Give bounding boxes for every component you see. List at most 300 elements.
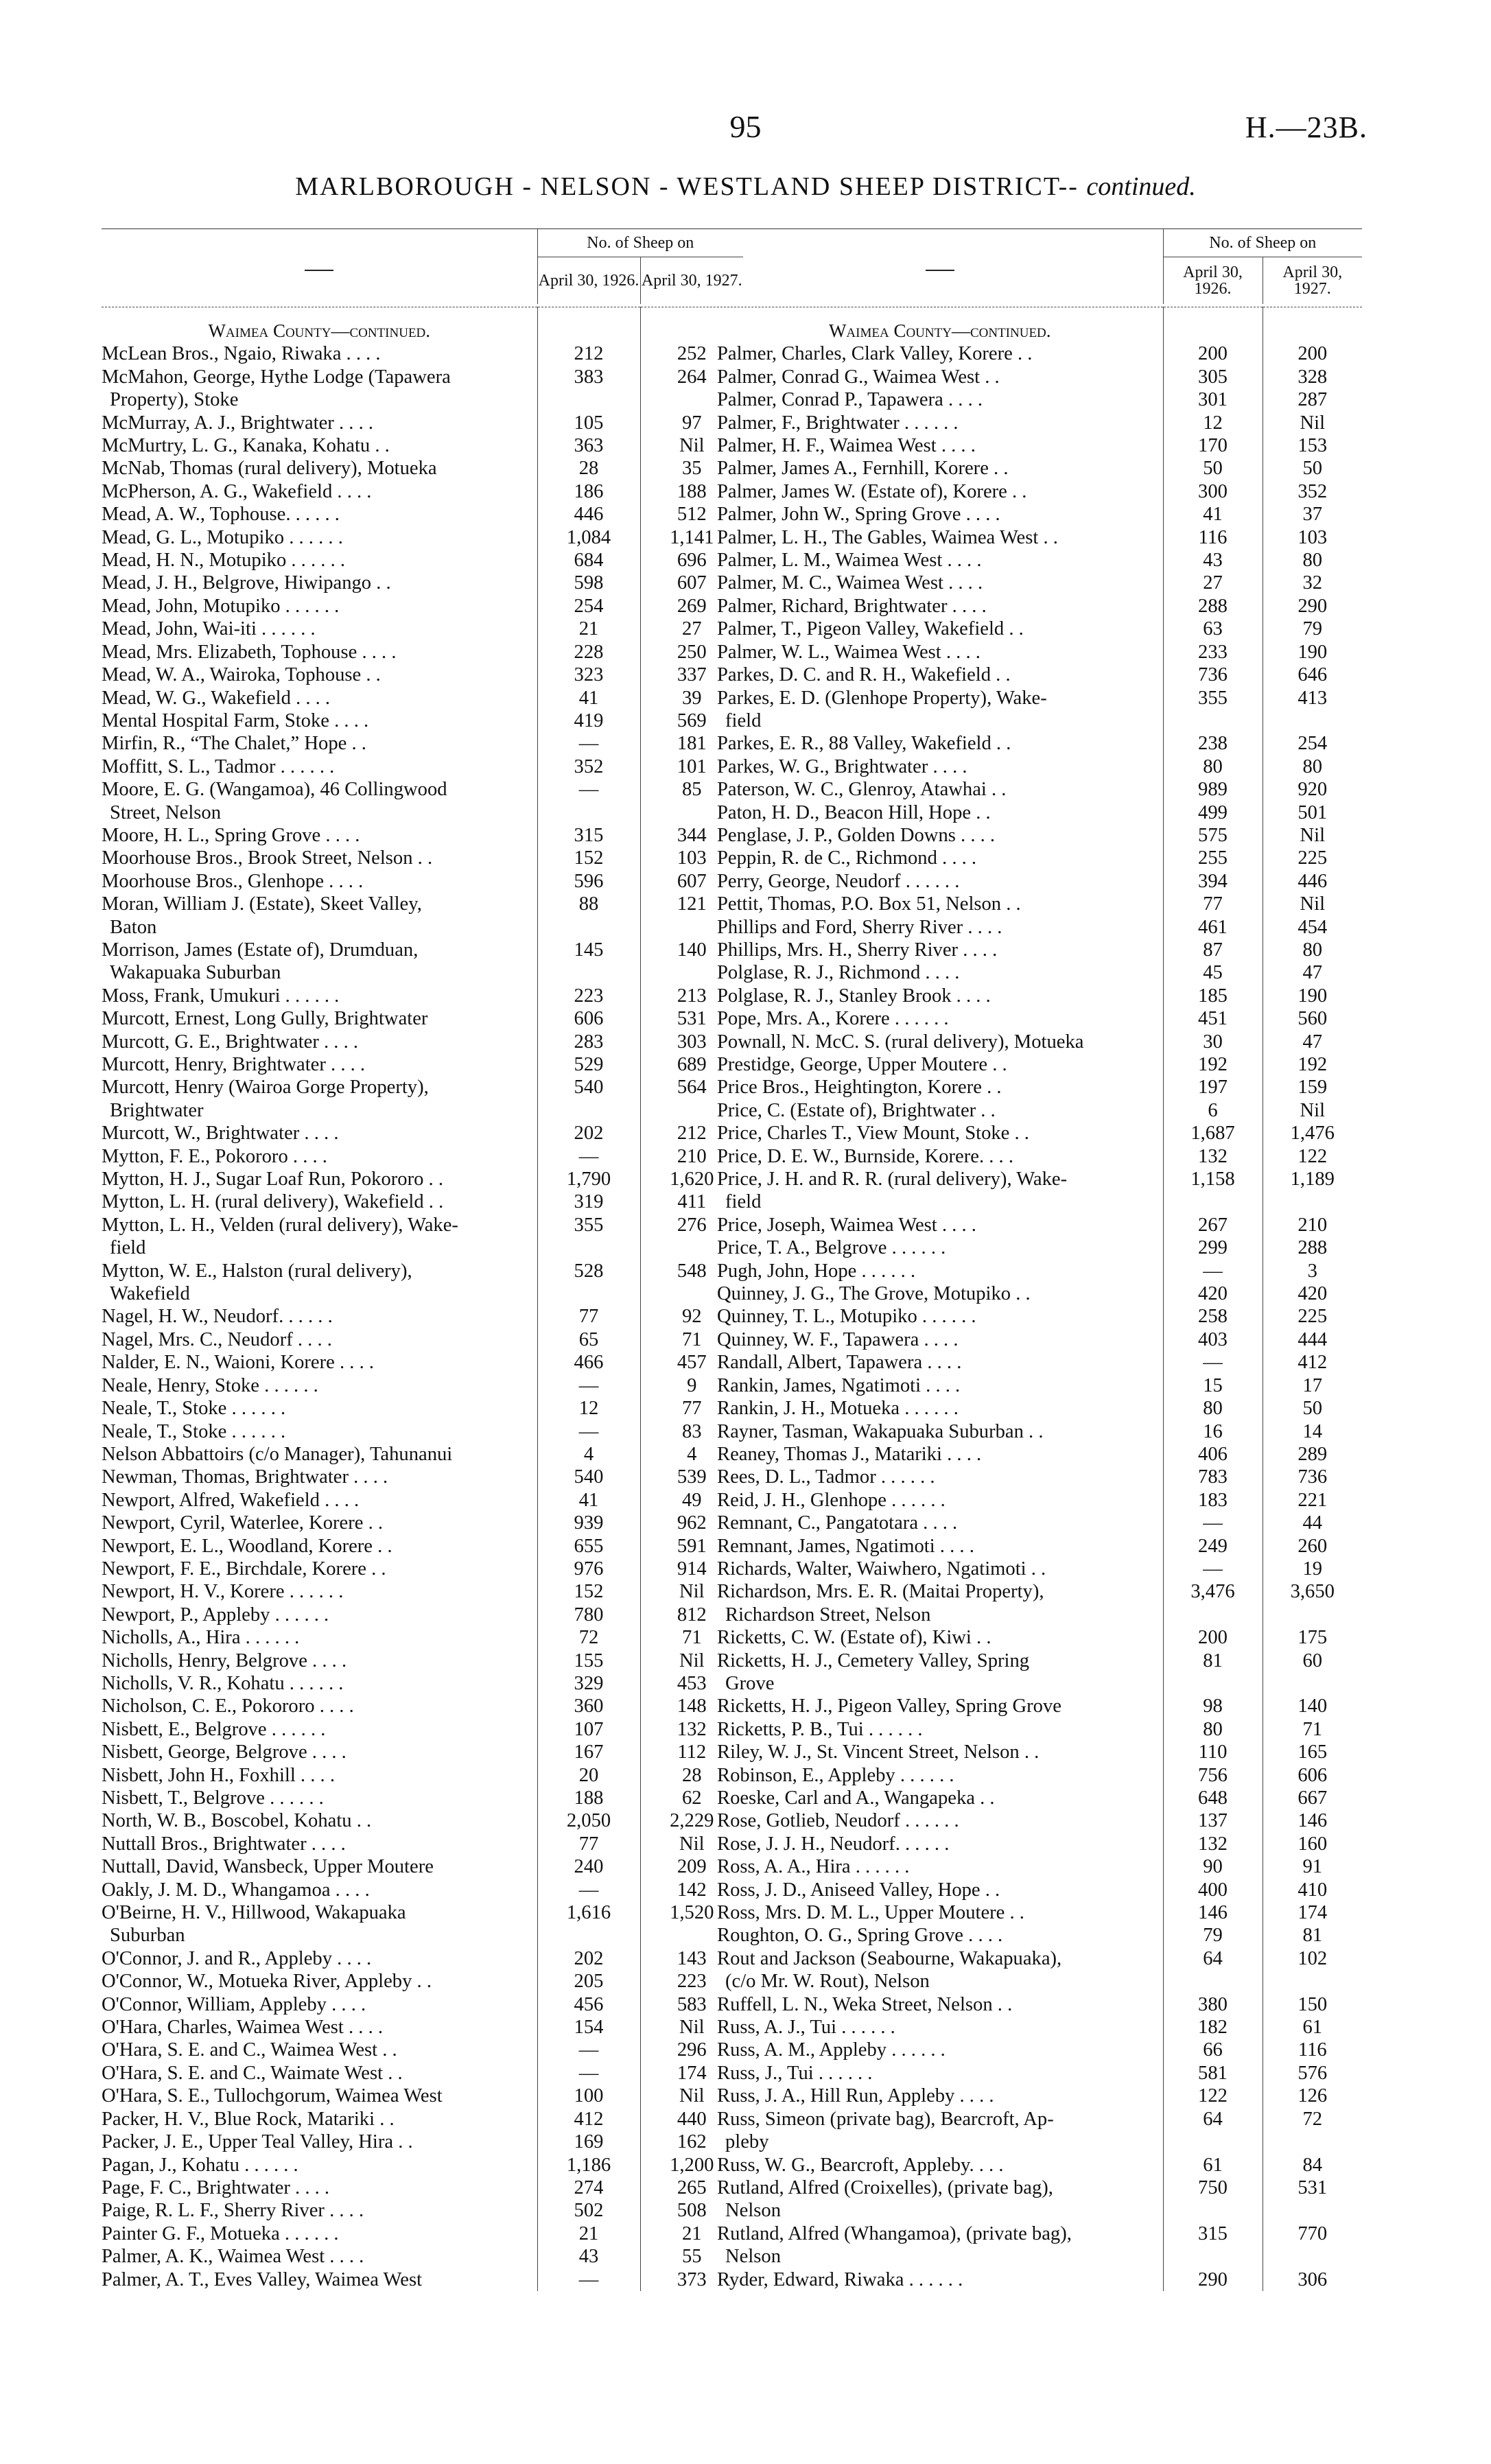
table-row	[717, 1374, 1362, 1397]
owner-entry: Russ, J. A., Hill Run, Appleby . . . .	[717, 2085, 994, 2107]
sheep-1927-cell: 539	[640, 1466, 743, 1488]
sheep-1927-cell: 303	[640, 1031, 743, 1053]
owner-entry: Rankin, James, Ngatimoti . . . .	[717, 1374, 961, 1396]
sheep-1926-cell: 100	[537, 2085, 640, 2107]
owner-entry: Russ, W. G., Bearcroft, Appleby. . . .	[717, 2154, 1004, 2176]
owner-entry: Ricketts, P. B., Tui . . . . . .	[717, 1718, 923, 1740]
owner-entry: Moorhouse Bros., Brook Street, Nelson . .	[102, 847, 433, 869]
owner-entry: Morrison, James (Estate of), Drumduan,	[102, 939, 419, 961]
sheep-1927-cell: 373	[640, 2268, 743, 2291]
sheep-1926-cell: 575	[1163, 824, 1263, 847]
table-row	[717, 1420, 1362, 1443]
sheep-1926-cell: 315	[1163, 2222, 1263, 2245]
sheep-1926-cell: —	[1163, 1260, 1263, 1282]
owner-entry: Nicholson, C. E., Pokororo . . . .	[102, 1696, 354, 1717]
sheep-1926-cell: 212	[537, 342, 640, 365]
table-row	[102, 1397, 743, 1420]
owner-entry: Parkes, E. D. (Glenhope Property), Wake-	[717, 687, 1047, 709]
owner-entry: Nisbett, John H., Foxhill . . . .	[102, 1764, 335, 1786]
table-row	[717, 412, 1362, 434]
sheep-1926-cell: 540	[537, 1466, 640, 1488]
table-row	[717, 1947, 1362, 1970]
sheep-1926-cell: 363	[537, 434, 640, 457]
sheep-1926-cell: 300	[1163, 480, 1263, 503]
table-row	[717, 1993, 1362, 2016]
sheep-1927-cell: 72	[1263, 2108, 1362, 2131]
table-row	[102, 664, 743, 686]
sheep-1927-cell	[1263, 1190, 1362, 1213]
table-row	[717, 641, 1362, 664]
owner-entry: Russ, Simeon (private bag), Bearcroft, Ap-	[717, 2108, 1054, 2130]
sheep-1927-cell: 39	[640, 687, 743, 709]
owner-entry: Pugh, John, Hope . . . . . .	[717, 1260, 916, 1282]
sheep-1927-cell: 446	[1263, 870, 1362, 893]
table-row	[102, 870, 743, 893]
table-row	[102, 388, 743, 411]
right-column	[717, 228, 1362, 2291]
sheep-1927-cell: 80	[1263, 755, 1362, 778]
sheep-1927-cell: 84	[1263, 2154, 1362, 2176]
sheep-1927-cell: 142	[640, 1879, 743, 1901]
sheep-1927-cell: 269	[640, 595, 743, 618]
owner-entry: Moore, E. G. (Wangamoa), 46 Collingwood	[102, 779, 447, 801]
table-row	[102, 2176, 743, 2199]
table-row	[102, 1695, 743, 1717]
sheep-1927-cell: 61	[1263, 2016, 1362, 2039]
owner-entry: Murcott, Ernest, Long Gully, Brightwater	[102, 1008, 428, 1030]
table-row	[717, 1214, 1362, 1236]
sheep-1926-cell: 258	[1163, 1305, 1263, 1328]
sheep-1927-cell: 413	[1263, 687, 1362, 709]
owner-entry: Mental Hospital Farm, Stoke . . . .	[102, 709, 369, 731]
table-row	[102, 893, 743, 915]
sheep-1926-cell: 288	[1163, 595, 1263, 618]
table-row	[102, 1855, 743, 1878]
sheep-1926-cell	[537, 1099, 640, 1122]
table-row	[102, 1282, 743, 1305]
table-row	[102, 1626, 743, 1649]
owner-entry: O'Connor, W., Motueka River, Appleby . .	[102, 1971, 432, 1993]
sheep-1926-cell: 499	[1163, 801, 1263, 824]
owner-entry: Moss, Frank, Umukuri . . . . . .	[102, 985, 340, 1007]
sheep-1926-cell: 43	[1163, 549, 1263, 572]
sheep-1927-cell: 92	[640, 1305, 743, 1328]
table-row	[717, 664, 1362, 686]
sheep-1927-cell: 512	[640, 503, 743, 526]
owner-entry: Nisbett, E., Belgrove . . . . . .	[102, 1718, 326, 1740]
table-row	[717, 1787, 1362, 1809]
owner-entry: Mead, W. G., Wakefield . . . .	[102, 687, 331, 709]
table-row	[717, 526, 1362, 549]
sheep-1926-cell: 540	[537, 1076, 640, 1099]
owner-entry: Price, T. A., Belgrove . . . . . .	[717, 1237, 946, 1259]
sheep-1927-cell: 4	[640, 1443, 743, 1466]
owner-entry: Ricketts, H. J., Pigeon Valley, Spring Grove	[717, 1696, 1061, 1717]
table-row	[102, 709, 743, 732]
table-row	[717, 1466, 1362, 1488]
sheep-1926-cell: 77	[537, 1833, 640, 1855]
table-row	[102, 1970, 743, 1993]
owner-entry: Nuttall Bros., Brightwater . . . .	[102, 1833, 346, 1855]
sheep-1927-cell: 9	[640, 1374, 743, 1397]
sheep-1926-cell: 45	[1163, 961, 1263, 984]
owner-entry: Palmer, John W., Spring Grove . . . .	[717, 504, 1000, 526]
owner-entry: Remnant, James, Ngatimoti . . . .	[717, 1535, 974, 1557]
sheep-1927-cell: 591	[640, 1535, 743, 1558]
sheep-1927-cell: 548	[640, 1260, 743, 1282]
sheep-1927-cell: 501	[1263, 801, 1362, 824]
sheep-1926-cell: 185	[1163, 985, 1263, 1007]
sheep-1927-cell: 260	[1263, 1535, 1362, 1558]
owner-entry: Price, Charles T., View Mount, Stoke . .	[717, 1123, 1029, 1145]
table-row	[717, 2108, 1362, 2131]
sheep-1927-cell: Nil	[1263, 893, 1362, 915]
sheep-1927-cell: 55	[640, 2245, 743, 2268]
sheep-1926-cell: 88	[537, 893, 640, 915]
owner-entry: Price, C. (Estate of), Brightwater . .	[717, 1099, 996, 1121]
sheep-1927-cell: 225	[1263, 1305, 1362, 1328]
owner-entry: Paterson, W. C., Glenroy, Atawhai . .	[717, 779, 1007, 801]
sheep-1926-cell: 684	[537, 549, 640, 572]
sheep-1926-cell: 1,790	[537, 1168, 640, 1190]
sheep-1927-cell: 3	[1263, 1260, 1362, 1282]
sheep-1926-cell: 466	[537, 1351, 640, 1374]
sheep-1927-cell: Nil	[1263, 824, 1362, 847]
sheep-1927-cell: 569	[640, 709, 743, 732]
sheep-1926-cell: 20	[537, 1764, 640, 1787]
sheep-1927-cell: 150	[1263, 1993, 1362, 2016]
owner-entry: Prestidge, George, Upper Moutere . .	[717, 1054, 1007, 1075]
table-row	[102, 1190, 743, 1213]
table-row	[102, 1787, 743, 1809]
owner-entry: McMurtry, L. G., Kanaka, Kohatu . .	[102, 435, 390, 457]
sheep-1926-cell: 290	[1163, 2268, 1263, 2291]
sheep-1926-cell: 186	[537, 480, 640, 503]
page-reference: H.—23B.	[1245, 110, 1367, 144]
sheep-1927-cell: 444	[1263, 1328, 1362, 1351]
owner-entry: Palmer, Conrad G., Waimea West . .	[717, 366, 1000, 388]
sheep-1927-cell: 210	[640, 1145, 743, 1168]
table-row	[102, 801, 743, 824]
sheep-1926-cell: 107	[537, 1718, 640, 1741]
sheep-1927-cell: 190	[1263, 641, 1362, 664]
sheep-1926-cell: 77	[1163, 893, 1263, 915]
table-row	[102, 985, 743, 1007]
table-row	[102, 755, 743, 778]
sheep-1927-cell: 126	[1263, 2085, 1362, 2107]
owner-entry: Ross, J. D., Aniseed Valley, Hope . .	[717, 1879, 1000, 1901]
sheep-1927-cell: 132	[640, 1718, 743, 1741]
sheep-1926-cell: —	[537, 2062, 640, 2085]
sheep-1926-cell: 648	[1163, 1787, 1263, 1809]
sheep-1926-cell: —	[537, 1420, 640, 1443]
sheep-1926-cell: 200	[1163, 1626, 1263, 1649]
sheep-1926-cell: 305	[1163, 366, 1263, 388]
table-row	[102, 732, 743, 755]
owner-entry: Mytton, L. H., Velden (rural delivery), Wake-	[102, 1214, 458, 1236]
table-row	[717, 2176, 1362, 2199]
table-row	[102, 342, 743, 365]
owner-entry: Mytton, F. E., Pokororo . . . .	[102, 1145, 327, 1167]
sheep-1926-cell: —	[537, 778, 640, 801]
sheep-1926-cell: 21	[537, 2222, 640, 2245]
owner-entry: Quinney, T. L., Motupiko . . . . . .	[717, 1306, 976, 1328]
owner-entry: Mead, John, Motupiko . . . . . .	[102, 595, 340, 617]
table-row	[717, 1260, 1362, 1282]
table-row	[102, 503, 743, 526]
owner-entry: McMahon, George, Hythe Lodge (Tapawera	[102, 366, 451, 388]
table-row	[102, 1672, 743, 1695]
sheep-group-header: No. of Sheep on	[537, 229, 743, 257]
sheep-1927-cell: 71	[640, 1626, 743, 1649]
table-row	[717, 1328, 1362, 1351]
sheep-1927-cell: 162	[640, 2131, 743, 2153]
column-dash	[305, 270, 333, 271]
sheep-1926-cell: —	[1163, 1558, 1263, 1580]
owner-entry: Palmer, Richard, Brightwater . . . .	[717, 595, 987, 617]
owner-entry: Wakefield	[110, 1283, 190, 1305]
sheep-1926-cell: 137	[1163, 1809, 1263, 1832]
owner-entry: Newport, F. E., Birchdale, Korere . .	[102, 1558, 386, 1580]
owner-entry: Murcott, Henry (Wairoa Gorge Property),	[102, 1077, 429, 1099]
sheep-1927-cell: 3,650	[1263, 1580, 1362, 1603]
table-row	[717, 434, 1362, 457]
sheep-1926-cell: 598	[537, 572, 640, 594]
sheep-1927-cell: 91	[1263, 1855, 1362, 1878]
sheep-1927-cell: 328	[1263, 366, 1362, 388]
sheep-1927-cell: 287	[1263, 388, 1362, 411]
sheep-1926-cell: 315	[537, 824, 640, 847]
table-row	[717, 480, 1362, 503]
sheep-1926-cell: 240	[537, 1855, 640, 1878]
owner-entry: Wakapuaka Suburban	[110, 962, 281, 984]
owner-entry: Perry, George, Neudorf . . . . . .	[717, 870, 960, 892]
sheep-1926-cell: 606	[537, 1007, 640, 1030]
table-row	[717, 1145, 1362, 1168]
owner-entry: Mead, J. H., Belgrove, Hiwipango . .	[102, 572, 391, 594]
owner-entry: Polglase, R. J., Richmond . . . .	[717, 962, 960, 984]
table-row	[717, 801, 1362, 824]
owner-entry: O'Hara, Charles, Waimea West . . . .	[102, 2017, 384, 2039]
owner-entry: Pagan, J., Kohatu . . . . . .	[102, 2154, 298, 2176]
owner-entry: Parkes, D. C. and R. H., Wakefield . .	[717, 664, 1011, 686]
sheep-1926-cell: 228	[537, 641, 640, 664]
table-row	[102, 549, 743, 572]
owner-entry: Paige, R. L. F., Sherry River . . . .	[102, 2200, 364, 2222]
sheep-1926-cell: —	[1163, 1512, 1263, 1534]
sheep-1926-cell: 419	[537, 709, 640, 732]
sheep-1927-cell: 121	[640, 893, 743, 915]
owner-entry: Palmer, F., Brightwater . . . . . .	[717, 412, 959, 434]
sheep-1926-cell: 323	[537, 664, 640, 686]
sheep-1926-cell: 170	[1163, 434, 1263, 457]
sheep-1927-cell: 1,476	[1263, 1122, 1362, 1145]
name-column-header	[717, 229, 1163, 305]
sheep-1926-cell	[537, 916, 640, 939]
table-row	[102, 1328, 743, 1351]
sheep-table-left	[102, 228, 743, 2291]
owner-entry: Quinney, J. G., The Grove, Motupiko . .	[717, 1283, 1031, 1305]
year-1927-header: April 30, 1927.	[1263, 257, 1362, 305]
table-row	[102, 595, 743, 618]
owner-entry: Richardson, Mrs. E. R. (Maitai Property),	[717, 1581, 1044, 1603]
table-row	[102, 1031, 743, 1053]
sheep-1926-cell: 461	[1163, 916, 1263, 939]
table-row	[717, 2199, 1362, 2222]
owner-entry: Ricketts, H. J., Cemetery Valley, Spring	[717, 1650, 1030, 1671]
table-row	[717, 916, 1362, 939]
table-row	[717, 2245, 1362, 2268]
table-row	[717, 2222, 1362, 2245]
owner-entry: Phillips and Ford, Sherry River . . . .	[717, 916, 1002, 938]
owner-entry: Mead, W. A., Wairoka, Tophouse . .	[102, 664, 381, 686]
owner-entry: Palmer, Charles, Clark Valley, Korere . .	[717, 343, 1033, 365]
heading-main: MARLBOROUGH - NELSON - WESTLAND SHEEP DISTRICT--	[295, 172, 1079, 201]
sheep-1927-cell	[1263, 709, 1362, 732]
table-row	[102, 1993, 743, 2016]
sheep-1927-cell: 35	[640, 457, 743, 480]
table-row	[717, 1650, 1362, 1672]
sheep-1926-cell: 360	[537, 1695, 640, 1717]
sheep-1927-cell: 27	[640, 618, 743, 640]
sheep-1927-cell: 696	[640, 549, 743, 572]
owner-entry: Brightwater	[110, 1099, 204, 1121]
owner-entry: Rutland, Alfred (Whangamoa), (private bag),	[717, 2222, 1072, 2244]
sheep-1926-cell: 15	[1163, 1374, 1263, 1397]
sheep-1926-cell: 154	[537, 2016, 640, 2039]
table-row	[102, 1489, 743, 1512]
sheep-table-right	[717, 228, 1362, 2291]
owner-entry: Murcott, Henry, Brightwater . . . .	[102, 1054, 366, 1075]
owner-entry: Mead, H. N., Motupiko . . . . . .	[102, 550, 346, 572]
sheep-1927-cell: Nil	[640, 2016, 743, 2039]
table-row	[102, 1512, 743, 1534]
table-row	[717, 2039, 1362, 2061]
sheep-1926-cell: 65	[537, 1328, 640, 1351]
owner-entry: Reaney, Thomas J., Matariki . . . .	[717, 1443, 982, 1465]
table-row	[102, 572, 743, 594]
sheep-1926-cell: 30	[1163, 1031, 1263, 1053]
sheep-1926-cell: —	[537, 2039, 640, 2061]
sheep-1926-cell: 200	[1163, 342, 1263, 365]
sheep-1926-cell: 1,616	[537, 1901, 640, 1924]
table-row	[102, 1466, 743, 1488]
owner-entry: Pettit, Thomas, P.O. Box 51, Nelson . .	[717, 893, 1021, 915]
table-row	[717, 1718, 1362, 1741]
sheep-1926-cell	[1163, 709, 1263, 732]
sheep-1927-cell: 1,141	[640, 526, 743, 549]
sheep-1926-cell: 750	[1163, 2176, 1263, 2199]
owner-entry: Price, J. H. and R. R. (rural delivery), Wake-	[717, 1169, 1068, 1190]
sheep-1926-cell: 2,050	[537, 1809, 640, 1832]
owner-entry: Rout and Jackson (Seabourne, Wakapuaka),	[717, 1947, 1062, 1969]
sheep-1927-cell: 289	[1263, 1443, 1362, 1466]
owner-entry: McPherson, A. G., Wakefield . . . .	[102, 480, 372, 502]
owner-entry: Russ, A. J., Tui . . . . . .	[717, 2017, 895, 2039]
sheep-1926-cell: 412	[537, 2108, 640, 2131]
sheep-1926-cell: 197	[1163, 1076, 1263, 1099]
owner-entry: Russ, A. M., Appleby . . . . . .	[717, 2039, 946, 2061]
page-number: 95	[729, 109, 762, 144]
table-row	[717, 2085, 1362, 2107]
sheep-1927-cell: 37	[1263, 503, 1362, 526]
owner-entry: Newport, Cyril, Waterlee, Korere . .	[102, 1512, 384, 1534]
sheep-1927-cell: 1,520	[640, 1901, 743, 1924]
county-heading: Waimea County—continued.	[208, 320, 431, 341]
table-row	[717, 939, 1362, 961]
sheep-1927-cell: 606	[1263, 1764, 1362, 1787]
name-column-header	[102, 229, 537, 305]
sheep-1927-cell: 250	[640, 641, 743, 664]
owner-entry: Oakly, J. M. D., Whangamoa . . . .	[102, 1879, 370, 1901]
sheep-1926-cell: 79	[1163, 1924, 1263, 1947]
table-row	[102, 1145, 743, 1168]
table-row	[717, 1879, 1362, 1901]
sheep-1926-cell: 406	[1163, 1443, 1263, 1466]
owner-entry: Grove	[725, 1672, 775, 1694]
sheep-1927-cell: 103	[1263, 526, 1362, 549]
owner-entry: Price, D. E. W., Burnside, Korere. . . .	[717, 1145, 1014, 1167]
sheep-1926-cell: 98	[1163, 1695, 1263, 1717]
sheep-1926-cell	[537, 388, 640, 411]
sheep-1927-cell: Nil	[640, 1833, 743, 1855]
sheep-1926-cell: 41	[537, 1489, 640, 1512]
sheep-1927-cell: 140	[1263, 1695, 1362, 1717]
table-row	[717, 1076, 1362, 1099]
owner-entry: Phillips, Mrs. H., Sherry River . . . .	[717, 939, 998, 961]
sheep-1926-cell: 116	[1163, 526, 1263, 549]
owner-entry: Rose, Gotlieb, Neudorf . . . . . .	[717, 1810, 959, 1832]
sheep-1926-cell	[1163, 1672, 1263, 1695]
sheep-1927-cell: 160	[1263, 1833, 1362, 1855]
owner-entry: McLean Bros., Ngaio, Riwaka . . . .	[102, 343, 381, 365]
table-row	[717, 709, 1362, 732]
owner-entry: Rees, D. L., Tadmor . . . . . .	[717, 1466, 935, 1488]
sheep-1927-cell: Nil	[640, 434, 743, 457]
owner-entry: Newport, P., Appleby . . . . . .	[102, 1604, 329, 1626]
owner-entry: Palmer, James A., Fernhill, Korere . .	[717, 458, 1009, 480]
sheep-1926-cell: 64	[1163, 1947, 1263, 1970]
table-row	[102, 2199, 743, 2222]
table-row	[102, 434, 743, 457]
owner-entry: field	[725, 709, 762, 731]
sheep-1926-cell: 146	[1163, 1901, 1263, 1924]
sheep-1926-cell: 255	[1163, 847, 1263, 869]
sheep-1926-cell: 122	[1163, 2085, 1263, 2107]
sheep-1927-cell: 225	[1263, 847, 1362, 869]
sheep-1927-cell: 112	[640, 1741, 743, 1763]
sheep-1927-cell: 209	[640, 1855, 743, 1878]
table-row	[102, 1420, 743, 1443]
table-row	[717, 1970, 1362, 1993]
sheep-1927-cell: 146	[1263, 1809, 1362, 1832]
sheep-1926-cell: 355	[537, 1214, 640, 1236]
owner-entry: North, W. B., Boscobel, Kohatu . .	[102, 1810, 372, 1832]
sheep-1927-cell: 920	[1263, 778, 1362, 801]
year-1927-header: April 30, 1927.	[640, 257, 743, 305]
sheep-1927-cell: 352	[1263, 480, 1362, 503]
sheep-1927-cell: 306	[1263, 2268, 1362, 2291]
sheep-1926-cell	[1163, 1970, 1263, 1993]
table-row	[102, 687, 743, 709]
sheep-1926-cell: 81	[1163, 1650, 1263, 1672]
sheep-1926-cell: 155	[537, 1650, 640, 1672]
table-row	[717, 1305, 1362, 1328]
table-row	[717, 1236, 1362, 1259]
owner-entry: Neale, T., Stoke . . . . . .	[102, 1398, 286, 1420]
sheep-1927-cell: 47	[1263, 961, 1362, 984]
sheep-1927-cell: 192	[1263, 1053, 1362, 1076]
